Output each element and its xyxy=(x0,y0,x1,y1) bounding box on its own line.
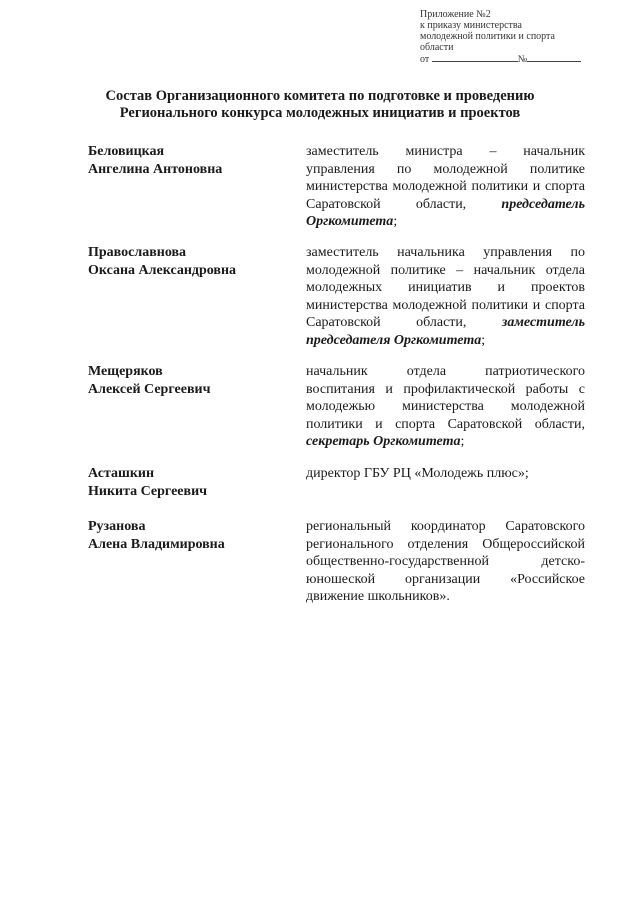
attachment-line-3: молодежной политики и спорта xyxy=(420,31,555,42)
attachment-line-4: области xyxy=(420,42,454,53)
role-text: региональный координатор Саратовского регионального отделения Общероссийской общественно-государственной детско-юношеской организации «Российское движение школьников». xyxy=(306,519,585,604)
member-given-name: Алена Владимировна xyxy=(88,537,225,552)
role-end: ; xyxy=(460,434,465,449)
member-given-name: Оксана Александровна xyxy=(88,263,237,278)
attachment-date-number xyxy=(420,53,590,65)
attachment-line-1: Приложение №2 xyxy=(420,9,491,20)
role-text: начальник отдела патриотического воспитания и профилактической работы с молодежью министерства молодежной политики и спорта Саратовской области, xyxy=(306,364,585,432)
member-name xyxy=(88,244,288,280)
role-text: заместитель начальника управления по молодежной политике – начальник отдела молодежных инициатив и проектов министерства молодежной политики и спорта Саратовской области, xyxy=(306,245,585,330)
role-title: председатель Оргкомитета xyxy=(306,196,585,229)
role-end: ; xyxy=(393,214,398,229)
member-name xyxy=(88,363,288,399)
member-given-name: Никита Сергеевич xyxy=(88,484,208,499)
member-role xyxy=(306,465,585,483)
role-text: заместитель министра – начальник управления по молодежной политике министерства молодежной политики и спорта Саратовской области, xyxy=(306,144,585,212)
member-name xyxy=(88,465,288,501)
role-text: директор ГБУ РЦ «Молодежь плюс»; xyxy=(306,466,529,481)
member-surname: Рузанова xyxy=(88,519,146,534)
title-line-2: Регионального конкурса молодежных инициатив и проектов xyxy=(119,105,521,121)
role-title: секретарь Оргкомитета xyxy=(306,434,461,449)
member-role xyxy=(306,518,585,606)
attachment-line-2: к приказу министерства xyxy=(420,20,522,31)
member-role xyxy=(306,143,585,231)
number-blank-line xyxy=(527,53,581,62)
date-label: от xyxy=(420,54,430,65)
member-surname: Православнова xyxy=(88,245,187,260)
member-surname: Мещеряков xyxy=(88,364,163,379)
title-line-1: Состав Организационного комитета по подготовке и проведению xyxy=(105,88,535,104)
member-given-name: Алексей Сергеевич xyxy=(88,382,211,397)
member-name xyxy=(88,518,288,554)
member-surname: Беловицкая xyxy=(88,144,165,159)
attachment-header xyxy=(420,9,590,65)
number-label: № xyxy=(517,54,528,65)
member-surname: Асташкин xyxy=(88,466,155,481)
member-role xyxy=(306,244,585,349)
member-name xyxy=(88,143,288,179)
member-given-name: Ангелина Антоновна xyxy=(88,162,223,177)
date-blank-line xyxy=(432,53,518,62)
role-end: ; xyxy=(481,332,486,348)
document-title xyxy=(60,88,580,122)
role-title: заместитель председателя Оргкомитета xyxy=(306,315,585,348)
member-role xyxy=(306,363,585,451)
